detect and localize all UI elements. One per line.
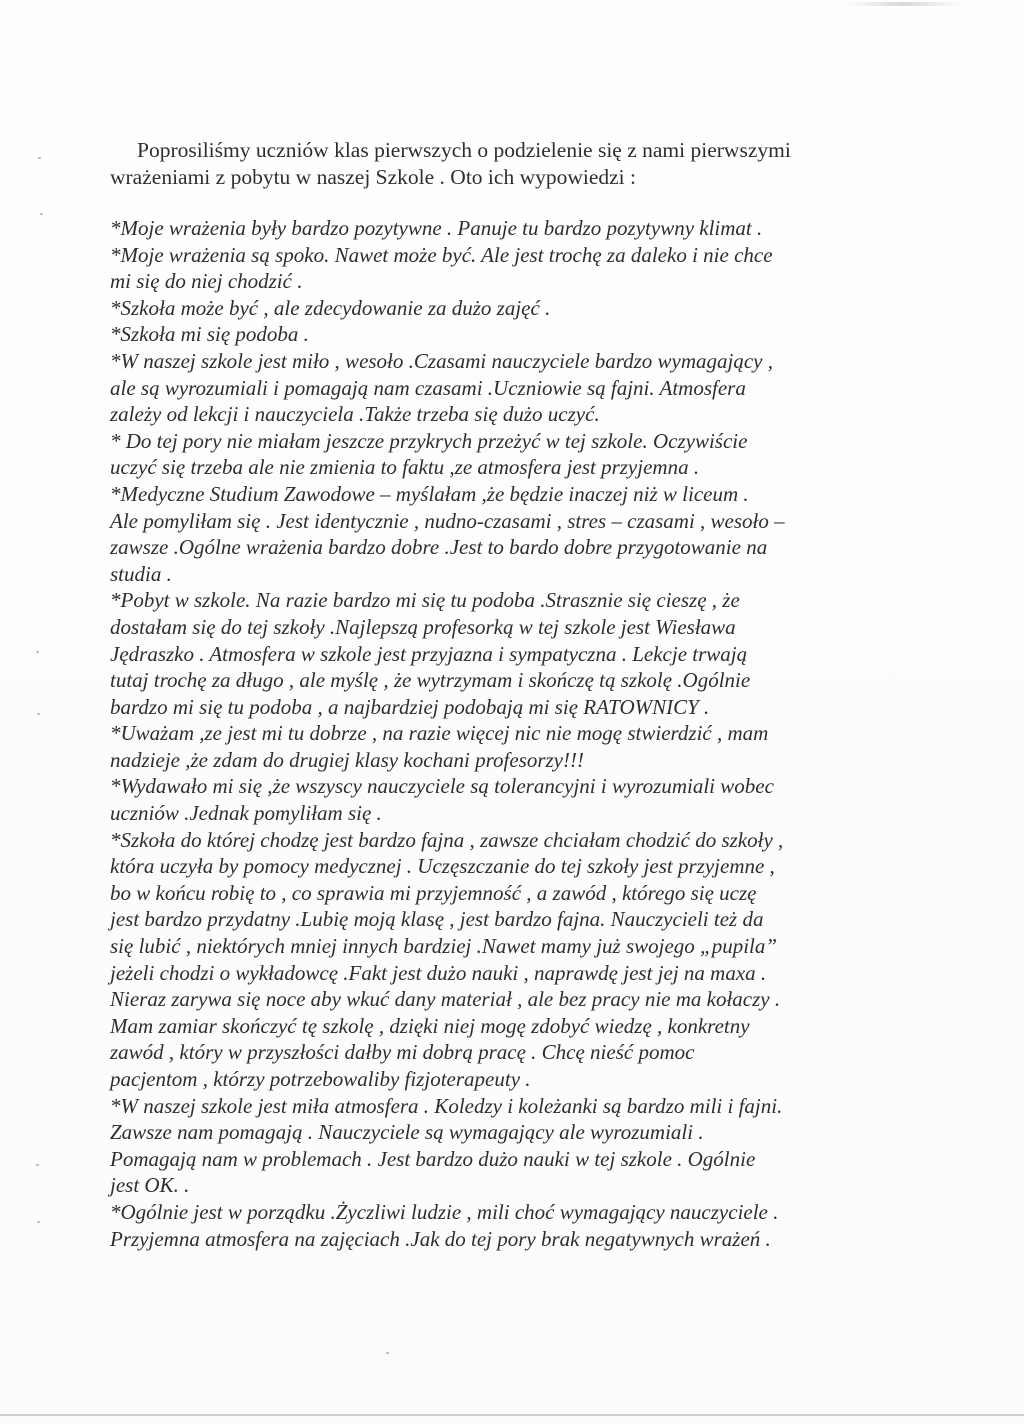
response-line: *Moje wrażenia były bardzo pozytywne . Panuje tu bardzo pozytywny klimat .	[110, 216, 763, 240]
scan-speck	[38, 157, 41, 159]
response-line: studia .	[110, 561, 172, 586]
scan-artifact	[844, 2, 964, 6]
response-line: *W naszej szkole jest miło , wesoło .Czasami nauczyciele bardzo wymagający ,	[110, 348, 773, 373]
response-line: *Wydawało mi się ,że wszyscy nauczyciele są tolerancyjni i wyrozumiali wobec	[110, 774, 774, 799]
intro-paragraph	[110, 137, 910, 191]
response-line: *Szkoła mi się podoba .	[110, 322, 309, 347]
intro-line: Poprosiliśmy uczniów klas pierwszych o podzielenie się z nami pierwszymi	[137, 138, 791, 162]
scan-speck	[37, 713, 40, 715]
response-line: pacjentom , którzy potrzebowaliby fizjoterapeuty .	[110, 1067, 531, 1091]
response-line: tutaj trochę za długo , ale myślę , że wytrzymam i skończę tą szkolę .Ogólnie	[110, 668, 751, 693]
response-line: jest OK. .	[110, 1173, 190, 1198]
response-line: Zawsze nam pomagają . Nauczyciele są wymagający ale wyrozumiali .	[110, 1120, 704, 1145]
scan-speck	[386, 1352, 389, 1354]
response-line: *Szkoła do której chodzę jest bardzo fajna , zawsze chciałam chodzić do szkoły ,	[110, 827, 784, 852]
responses-text	[110, 215, 910, 1252]
response-line: *W naszej szkole jest miła atmosfera . Koledzy i koleżanki są bardzo mili i fajni.	[110, 1093, 783, 1118]
response-line: *Szkoła może być , ale zdecydowanie za dużo zajęć .	[110, 295, 551, 320]
response-line: jeżeli chodzi o wykładowcę .Fakt jest dużo nauki , naprawdę jest jej na maxa .	[110, 960, 767, 985]
intro-line: wrażeniami z pobytu w naszej Szkole . Oto ich wypowiedzi :	[110, 165, 637, 189]
response-line: *Medyczne Studium Zawodowe – myślałam ,że będzie inaczej niż w liceum .	[110, 481, 749, 506]
response-line: dostałam się do tej szkoły .Najlepszą profesorką w tej szkole jest Wiesława	[110, 614, 736, 639]
response-line: Ale pomyliłam się . Jest identycznie , nudno-czasami , stres – czasami , wesoło –	[110, 508, 785, 533]
scan-speck	[40, 213, 43, 215]
response-line: Jędraszko . Atmosfera w szkole jest przyjazna i sympatyczna . Lekcje trwają	[110, 641, 748, 666]
response-line: Mam zamiar skończyć tę szkolę , dzięki niej mogę zdobyć wiedzę , konkretny	[110, 1013, 750, 1038]
response-line: Nieraz zarywa się noce aby wkuć dany materiał , ale bez pracy nie ma kołaczy .	[110, 987, 781, 1012]
response-line: * Do tej pory nie miałam jeszcze przykrych przeżyć w tej szkole. Oczywiście	[110, 428, 748, 453]
response-line: bardzo mi się tu podoba , a najbardziej podobają mi się RATOWNICY .	[110, 694, 710, 719]
scan-speck	[36, 651, 39, 653]
response-line: nadzieje ,że zdam do drugiej klasy kochani profesorzy!!!	[110, 747, 584, 772]
response-line: mi się do niej chodzić .	[110, 269, 303, 294]
scan-speck	[36, 1164, 39, 1166]
response-line: Pomagają nam w problemach . Jest bardzo dużo nauki w tej szkole . Ogólnie	[110, 1146, 756, 1171]
response-line: Przyjemna atmosfera na zajęciach .Jak do tej pory brak negatywnych wrażeń .	[110, 1226, 771, 1251]
response-line: ale są wyrozumiali i pomagają nam czasami .Uczniowie są fajni. Atmosfera	[110, 375, 746, 400]
scan-edge	[0, 1414, 1024, 1416]
response-line: zawsze .Ogólne wrażenia bardzo dobre .Jest to bardo dobre przygotowanie na	[110, 535, 768, 560]
response-line: uczniów .Jednak pomyliłam się .	[110, 801, 382, 826]
scan-speck	[37, 1221, 40, 1223]
response-line: *Uważam ,ze jest mi tu dobrze , na razie więcej nic nie mogę stwierdzić , mam	[110, 721, 769, 746]
response-line: *Pobyt w szkole. Na razie bardzo mi się tu podoba .Strasznie się cieszę , że	[110, 588, 740, 613]
response-line: się lubić , niektórych mniej innych bardziej .Nawet mamy już swojego „pupila”	[110, 934, 778, 959]
response-line: uczyć się trzeba ale nie zmienia to faktu ,ze atmosfera jest przyjemna .	[110, 455, 700, 480]
response-line: zawód , który w przyszłości dałby mi dobrą pracę . Chcę nieść pomoc	[110, 1040, 695, 1065]
response-line: która uczyła by pomocy medycznej . Uczęszczanie do tej szkoły jest przyjemne ,	[110, 854, 775, 879]
response-line: *Ogólnie jest w porządku .Życzliwi ludzie , mili choć wymagający nauczyciele .	[110, 1199, 779, 1224]
response-line: bo w końcu robię to , co sprawia mi przyjemność , a zawód , którego się uczę	[110, 880, 757, 905]
response-line: *Moje wrażenia są spoko. Nawet może być. Ale jest trochę za daleko i nie chce	[110, 242, 773, 267]
response-line: zależy od lekcji i nauczyciela .Także trzeba się dużo uczyć.	[110, 402, 600, 427]
response-line: jest bardzo przydatny .Lubię moją klasę , jest bardzo fajna. Nauczycieli też da	[110, 907, 764, 932]
